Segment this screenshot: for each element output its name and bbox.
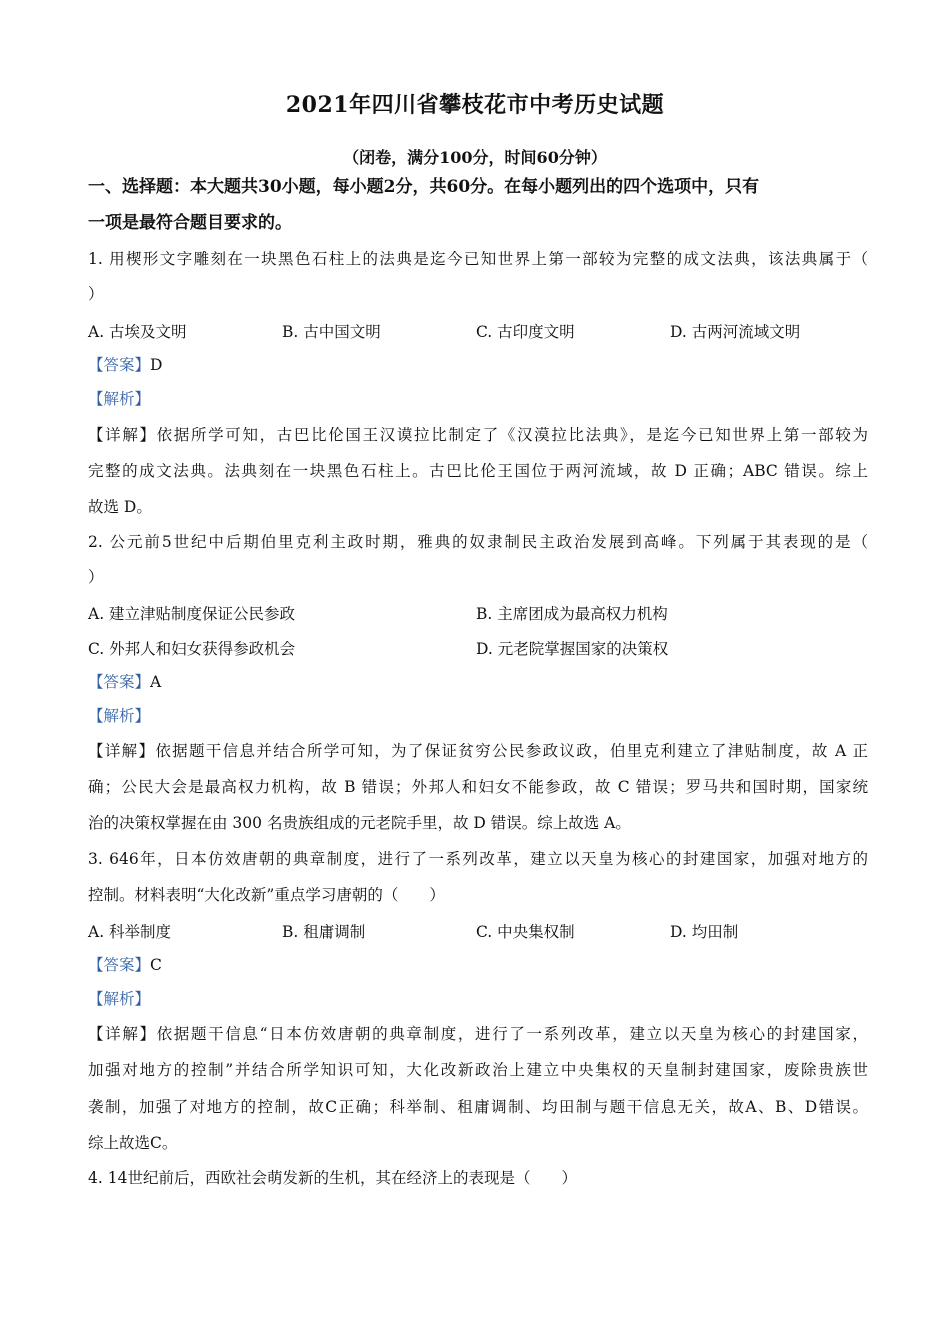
answer-value: D — [150, 356, 163, 374]
answer-label: 【答案】 — [88, 356, 151, 374]
question-3-option-c: C. 中央集权制 — [476, 923, 575, 941]
answer-value: A — [150, 673, 162, 691]
question-1-stem: 1. 用楔形文字雕刻在一块黑色石柱上的法典是迄今已知世界上第一部较为完整的成文法典，该法典属于（ — [88, 250, 868, 268]
question-2-answer — [88, 672, 868, 692]
question-3-analysis-label: 【解析】 — [88, 990, 151, 1008]
question-3-option-a: A. 科举制度 — [88, 923, 172, 941]
question-3-detail-cont2: 袭制，加强了对地方的控制，故C正确；科举制、租庸调制、均田制与题干信息无关，故A、B、D错误。 — [88, 1098, 868, 1116]
page-title: 2021年四川省攀枝花市中考历史试题 — [285, 92, 665, 118]
question-3-stem-cont: 控制。材料表明“大化改新”重点学习唐朝的（ ） — [88, 886, 445, 904]
question-1-detail-end: 故选 D。 — [88, 498, 152, 516]
question-1-answer — [88, 355, 868, 375]
question-2-detail-cont: 确；公民大会是最高权力机构，故 B 错误；外邦人和妇女不能参政，故 C 错误；罗马共和国时期，国家统 — [88, 778, 868, 796]
question-3-detail-end: 综上故选C。 — [88, 1134, 178, 1152]
question-3-option-b: B. 租庸调制 — [282, 923, 366, 941]
answer-label: 【答案】 — [88, 673, 151, 691]
exam-subtitle: （闭卷，满分100分，时间60分钟） — [343, 148, 607, 167]
question-2-analysis-label: 【解析】 — [88, 707, 151, 725]
question-2-option-b: B. 主席团成为最高权力机构 — [476, 605, 668, 623]
question-2-option-d: D. 元老院掌握国家的决策权 — [476, 640, 669, 658]
question-4-stem: 4. 14世纪前后，西欧社会萌发新的生机，其在经济上的表现是（ ） — [88, 1169, 577, 1187]
question-2-detail: 【详解】依据题干信息并结合所学可知，为了保证贫穷公民参政议政，伯里克利建立了津贴制度，故 A 正 — [88, 742, 868, 760]
question-1-option-b: B. 古中国文明 — [282, 323, 381, 341]
section-heading-cont: 一项是最符合题目要求的。 — [88, 213, 292, 233]
question-1-stem-cont: ） — [88, 285, 104, 303]
question-2-detail-end: 治的决策权掌握在由 300 名贵族组成的元老院手里，故 D 错误。综上故选 A。 — [88, 814, 631, 832]
question-3-detail: 【详解】依据题干信息“日本仿效唐朝的典章制度，进行了一系列改革，建立以天皇为核心的封建国家， — [88, 1025, 868, 1043]
section-heading: 一、选择题：本大题共30小题，每小题2分，共60分。在每小题列出的四个选项中，只有 — [88, 177, 760, 197]
question-1-option-a: A. 古埃及文明 — [88, 323, 187, 341]
question-3-option-d: D. 均田制 — [670, 923, 739, 941]
question-1-option-c: C. 古印度文明 — [476, 323, 575, 341]
question-1-analysis-label: 【解析】 — [88, 390, 151, 408]
question-2-stem-cont: ） — [88, 568, 104, 586]
question-1-detail: 【详解】依据所学可知，古巴比伦国王汉谟拉比制定了《汉漠拉比法典》，是迄今已知世界上第一部较为 — [88, 426, 868, 444]
question-1-detail-cont: 完整的成文法典。法典刻在一块黑色石柱上。古巴比伦王国位于两河流域，故 D 正确；ABC 错误。综上 — [88, 462, 868, 480]
question-2-stem: 2. 公元前5世纪中后期伯里克利主政时期，雅典的奴隶制民主政治发展到高峰。下列属于其表现的是（ — [88, 533, 868, 551]
question-3-answer — [88, 955, 868, 975]
answer-label: 【答案】 — [88, 956, 151, 974]
question-1-option-d: D. 古两河流域文明 — [670, 323, 801, 341]
answer-value: C — [150, 956, 162, 974]
question-2-option-a: A. 建立津贴制度保证公民参政 — [88, 605, 296, 623]
question-2-option-c: C. 外邦人和妇女获得参政机会 — [88, 640, 296, 658]
question-3-detail-cont: 加强对地方的控制”并结合所学知识可知，大化改新政治上建立中央集权的天皇制封建国家，废除贵族世 — [88, 1061, 868, 1079]
question-3-stem: 3. 646年，日本仿效唐朝的典章制度，进行了一系列改革，建立以天皇为核心的封建国家，加强对地方的 — [88, 850, 868, 868]
